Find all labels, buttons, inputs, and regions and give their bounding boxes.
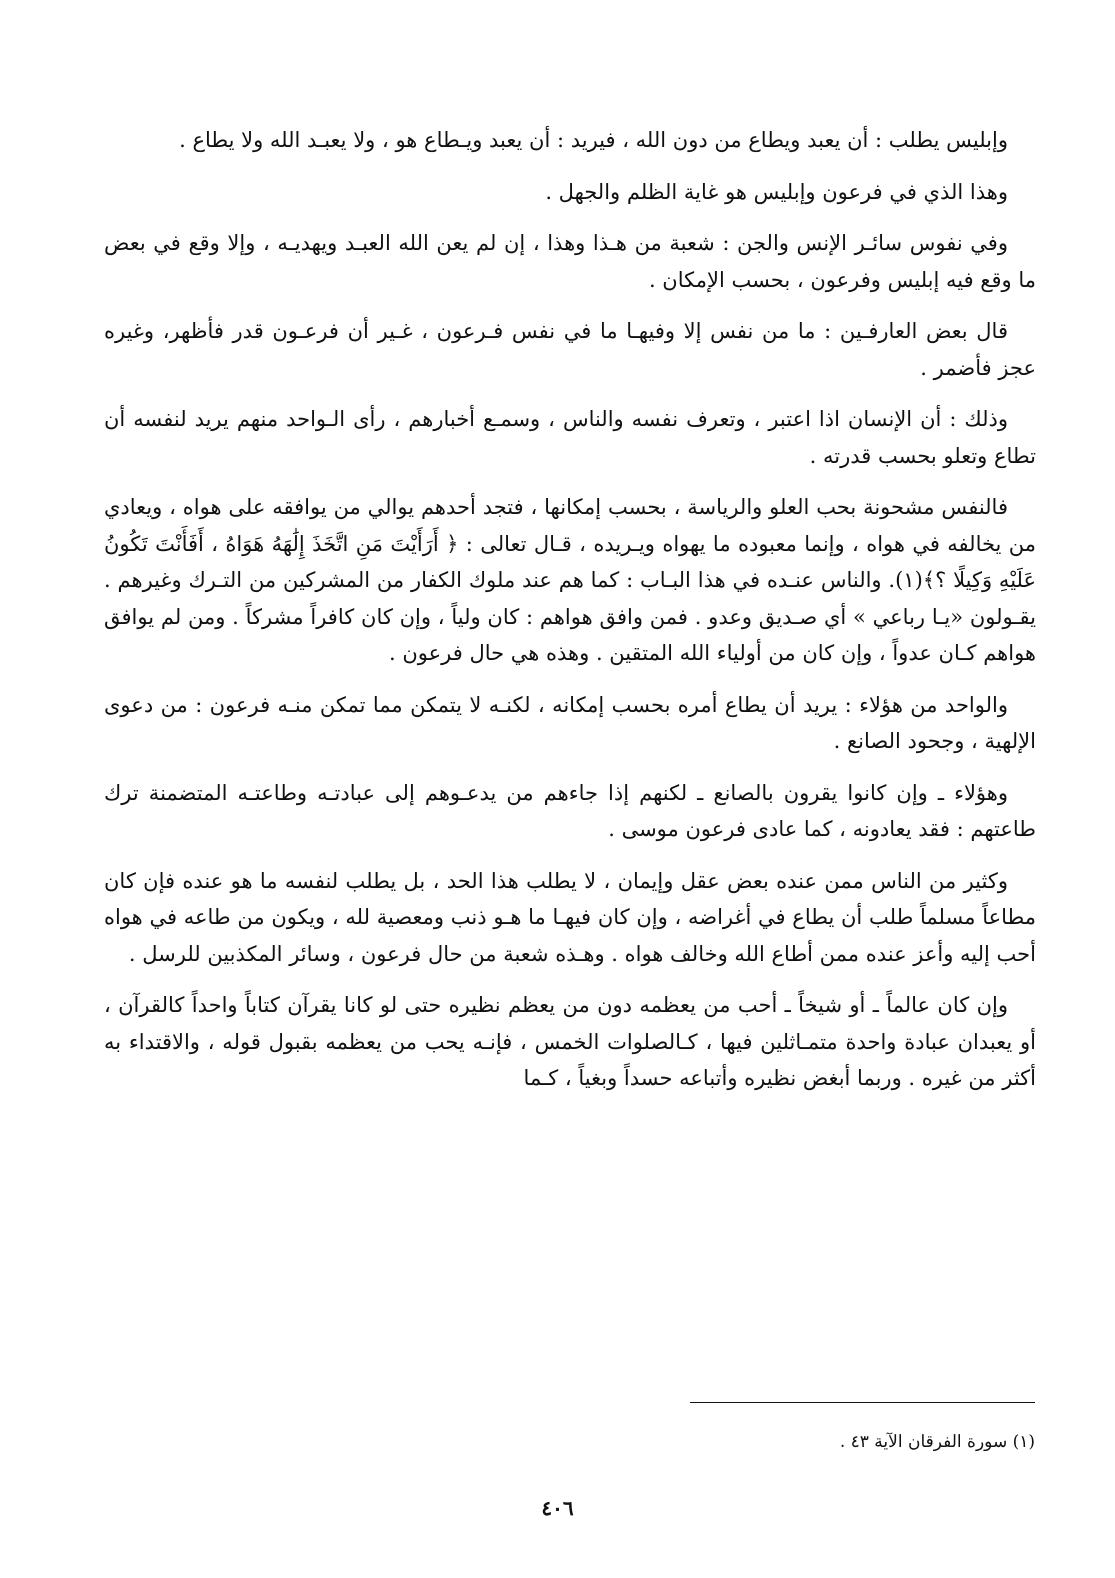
body-text xyxy=(104,122,1036,1112)
paragraph: قال بعض العارفـين : ما من نفس إلا وفيهـا ما في نفس فـرعون ، غـير أن فرعـون قدر فأظهر، وغيره عجز فأضمر . xyxy=(104,319,1036,380)
paragraph: وإبليس يطلب : أن يعبد ويطاع من دون الله ، فيريد : أن يعبد ويـطاع هو ، ولا يعبـد الله ولا يطاع . xyxy=(179,128,1008,152)
page-number: ٤٠٦ xyxy=(541,1496,574,1520)
footnote: (١) سورة الفرقان الآية ٤٣ . xyxy=(839,1432,1035,1452)
paragraph: فالنفس مشحونة بحب العلو والرياسة ، بحسب إمكانها ، فتجد أحدهم يوالي من يوافقه على هواه ، ويعادي من يخالفه في هواه ، وإنما معبوده ما يهواه ويـريده ، قـال تعالى : ﴿ أَرَأَيْتَ مَنِ اتَّخَذَ إِلَٰهَهُ هَوَاهُ ، أَفَأَنْتَ تَكُونُ عَلَيْهِ وَكِيلًا ؟﴾(١). والناس عنـده في هذا البـاب : كما هم عند ملوك الكفار من المشركين من التـرك وغيرهم . يقـولون «يـا رباعي » أي صـديق وعدو . فمن وافق هواهم : كان ولياً ، وإن كان كافراً مشركاً . ومن لم يوافق هواهم كـان عدواً ، وإن كان من أولياء الله المتقين . وهذه هي حال فرعون . xyxy=(104,495,1037,665)
paragraph: والواحد من هؤلاء : يريد أن يطاع أمره بحسب إمكانه ، لكنـه لا يتمكن مما تمكن منـه فرعون : من دعوى الإلهية ، وجحود الصانع . xyxy=(104,692,1036,753)
paragraph: وهذا الذي في فرعون وإبليس هو غاية الظلم والجهل . xyxy=(545,179,1008,204)
paragraph: وإن كان عالماً ـ أو شيخاً ـ أحب من يعظمه دون من يعظم نظيره حتى لو كانا يقرآن كتاباً واحداً كالقرآن ، أو يعبدان عبادة واحدة متمـاثلين فيها ، كـالصلوات الخمس ، فإنـه يحب من يعظمه بقبول قوله ، والاقتداء به أكثر من غيره . وربما أبغض نظيره وأتباعه حسداً وبغياً ، كـما xyxy=(104,993,1036,1090)
paragraph: وكثير من الناس ممن عنده بعض عقل وإيمان ، لا يطلب هذا الحد ، بل يطلب لنفسه ما هو عنده فإن كان مطاعاً مسلماً طلب أن يطاع في أغراضه ، وإن كان فيهـا ما هـو ذنب ومعصية لله ، ويكون من طاعه في هواه أحب إليه وأعز عنده ممن أطاع الله وخالف هواه . وهـذه شعبة من حال فرعون ، وسائر المكذبين للرسل . xyxy=(104,868,1036,966)
paragraph: وذلك : أن الإنسان اذا اعتبر ، وتعرف نفسه والناس ، وسمـع أخبارهم ، رأى الـواحد منهم يريد لنفسه أن تطاع وتعلو بحسب قدرته . xyxy=(104,407,1036,468)
paragraph: وفي نفوس سائـر الإنس والجن : شعبة من هـذا وهذا ، إن لم يعن الله العبـد ويهديـه ، وإلا وقع في بعض ما وقع فيه إبليس وفرعون ، بحسب الإمكان . xyxy=(104,231,1036,292)
footnote-divider xyxy=(690,1402,1035,1403)
paragraph: وهؤلاء ـ وإن كانوا يقرون بالصانع ـ لكنهم إذا جاءهم من يدعـوهم إلى عبادتـه وطاعتـه المتضمنة ترك طاعتهم : فقد يعادونه ، كما عادى فرعون موسى . xyxy=(104,780,1036,841)
